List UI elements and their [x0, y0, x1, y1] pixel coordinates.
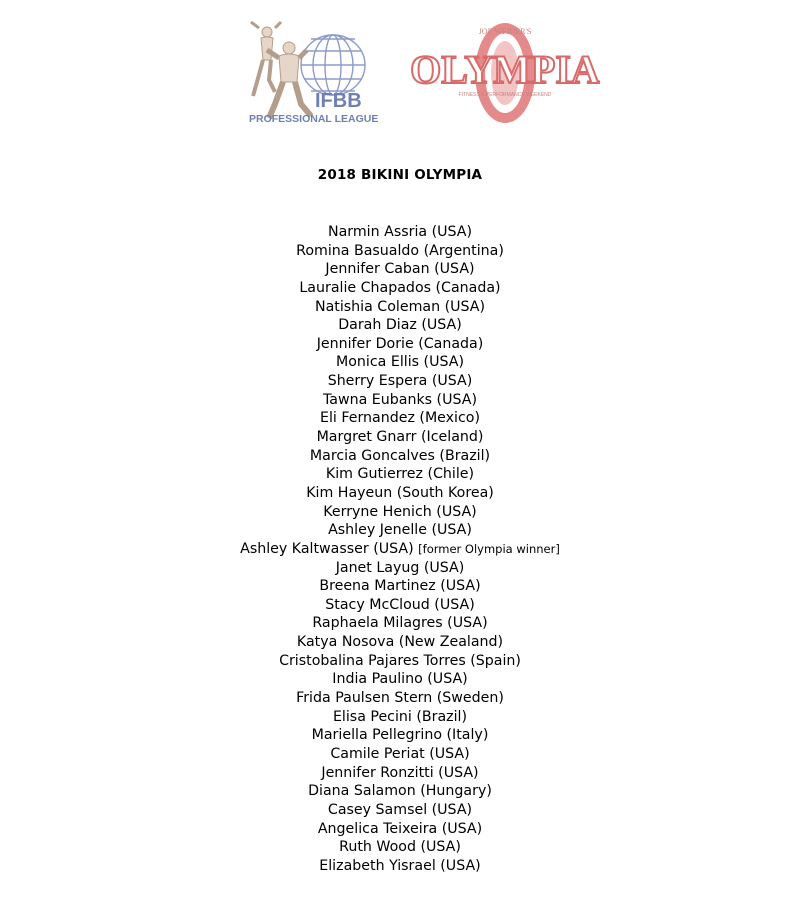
competitor-name: Monica Ellis (USA) — [336, 354, 464, 371]
ifbb-logo — [245, 20, 393, 126]
competitor-name: Jennifer Ronzitti (USA) — [321, 764, 479, 781]
competitor-name: Mariella Pellegrino (Italy) — [311, 727, 489, 744]
competitor-name: Kerryne Henich (USA) — [323, 503, 477, 520]
competitor-name: Ashley Kaltwasser (USA) — [240, 540, 414, 557]
competitor-item — [0, 745, 800, 764]
competitor-item — [0, 857, 800, 876]
competitor-item — [0, 521, 800, 540]
logo-bar — [0, 20, 800, 130]
competitor-name: Natishia Coleman (USA) — [314, 298, 486, 315]
competitor-item — [0, 484, 800, 503]
competitor-name: Kim Gutierrez (Chile) — [325, 466, 475, 483]
competitor-item — [0, 372, 800, 391]
competitor-item — [0, 242, 800, 261]
competitor-name: Camile Periat (USA) — [330, 745, 470, 762]
competitor-list — [0, 223, 800, 875]
competitor-item — [0, 708, 800, 727]
competitor-name: Breena Martinez (USA) — [319, 578, 481, 595]
olympia-logo-text: OLYMPIA — [410, 47, 600, 92]
competitor-name: Ashley Jenelle (USA) — [328, 522, 472, 539]
ifbb-logo-text: IFBB — [315, 90, 362, 112]
competitor-name: Elisa Pecini (Brazil) — [332, 708, 468, 725]
competitor-item — [0, 689, 800, 708]
olympia-logo — [410, 20, 600, 126]
competitor-item — [0, 503, 800, 522]
competitor-name: Katya Nosova (New Zealand) — [296, 634, 504, 651]
competitor-name: Eli Fernandez (Mexico) — [319, 410, 481, 427]
competitor-item — [0, 801, 800, 820]
competitor-name: Janet Layug (USA) — [335, 559, 465, 576]
competitor-item — [0, 428, 800, 447]
competitor-name: India Paulino (USA) — [332, 671, 468, 688]
competitor-item — [0, 726, 800, 745]
competitor-item — [0, 764, 800, 783]
competitor-item — [0, 838, 800, 857]
competitor-name: Ruth Wood (USA) — [339, 839, 461, 856]
competitor-name: Narmin Assria (USA) — [327, 224, 473, 240]
competitor-name: Romina Basualdo (Argentina) — [296, 242, 504, 259]
competitor-name: Sherry Espera (USA) — [327, 373, 473, 390]
olympia-sub-text: FITNESS & PERFORMANCE WEEKEND — [458, 92, 552, 98]
competitor-name: Elizabeth Yisrael (USA) — [319, 857, 481, 874]
competitor-item — [0, 391, 800, 410]
competitor-name: Lauralie Chapados (Canada) — [299, 279, 501, 296]
competitor-name: Stacy McCloud (USA) — [325, 596, 475, 613]
competitor-name: Frida Paulsen Stern (Sweden) — [296, 690, 504, 707]
competitor-item — [0, 540, 800, 559]
competitor-item — [0, 335, 800, 354]
ifbb-logo-subtitle: PROFESSIONAL LEAGUE — [249, 113, 379, 125]
competitor-item — [0, 614, 800, 633]
competitor-item — [0, 260, 800, 279]
competitor-name: Diana Salamon (Hungary) — [308, 783, 492, 800]
competitor-name: Marcia Goncalves (Brazil) — [309, 447, 491, 464]
competitor-item — [0, 353, 800, 372]
competitor-item — [0, 577, 800, 596]
competitor-name: Angelica Teixeira (USA) — [317, 820, 483, 837]
competitor-item — [0, 447, 800, 466]
competitor-name: Tawna Eubanks (USA) — [322, 391, 477, 408]
competitor-item — [0, 670, 800, 689]
page-title: 2018 BIKINI OLYMPIA — [317, 167, 483, 183]
competitor-name: Cristobalina Pajares Torres (Spain) — [279, 652, 521, 669]
competitor-item — [0, 316, 800, 335]
competitor-item — [0, 559, 800, 578]
competitor-name: Kim Hayeun (South Korea) — [306, 484, 494, 501]
competitor-name: Margret Gnarr (Iceland) — [316, 429, 484, 446]
competitor-item — [0, 223, 800, 242]
competitor-name: Darah Diaz (USA) — [338, 317, 462, 334]
competitor-item — [0, 652, 800, 671]
globe-icon — [301, 35, 365, 95]
competitor-item — [0, 782, 800, 801]
competitor-name: Jennifer Dorie (Canada) — [316, 335, 484, 352]
competitor-item — [0, 409, 800, 428]
competitor-name: Casey Samsel (USA) — [327, 801, 473, 818]
competitor-name: Jennifer Caban (USA) — [325, 261, 475, 278]
olympia-top-text: JOE WEIDER'S — [478, 27, 532, 36]
competitor-note: [former Olympia winner] — [418, 541, 560, 556]
competitor-item — [0, 820, 800, 839]
competitor-item — [0, 596, 800, 615]
competitor-item — [0, 298, 800, 317]
competitor-item — [0, 465, 800, 484]
competitor-item — [0, 633, 800, 652]
competitor-item — [0, 279, 800, 298]
competitor-name: Raphaela Milagres (USA) — [312, 615, 488, 632]
